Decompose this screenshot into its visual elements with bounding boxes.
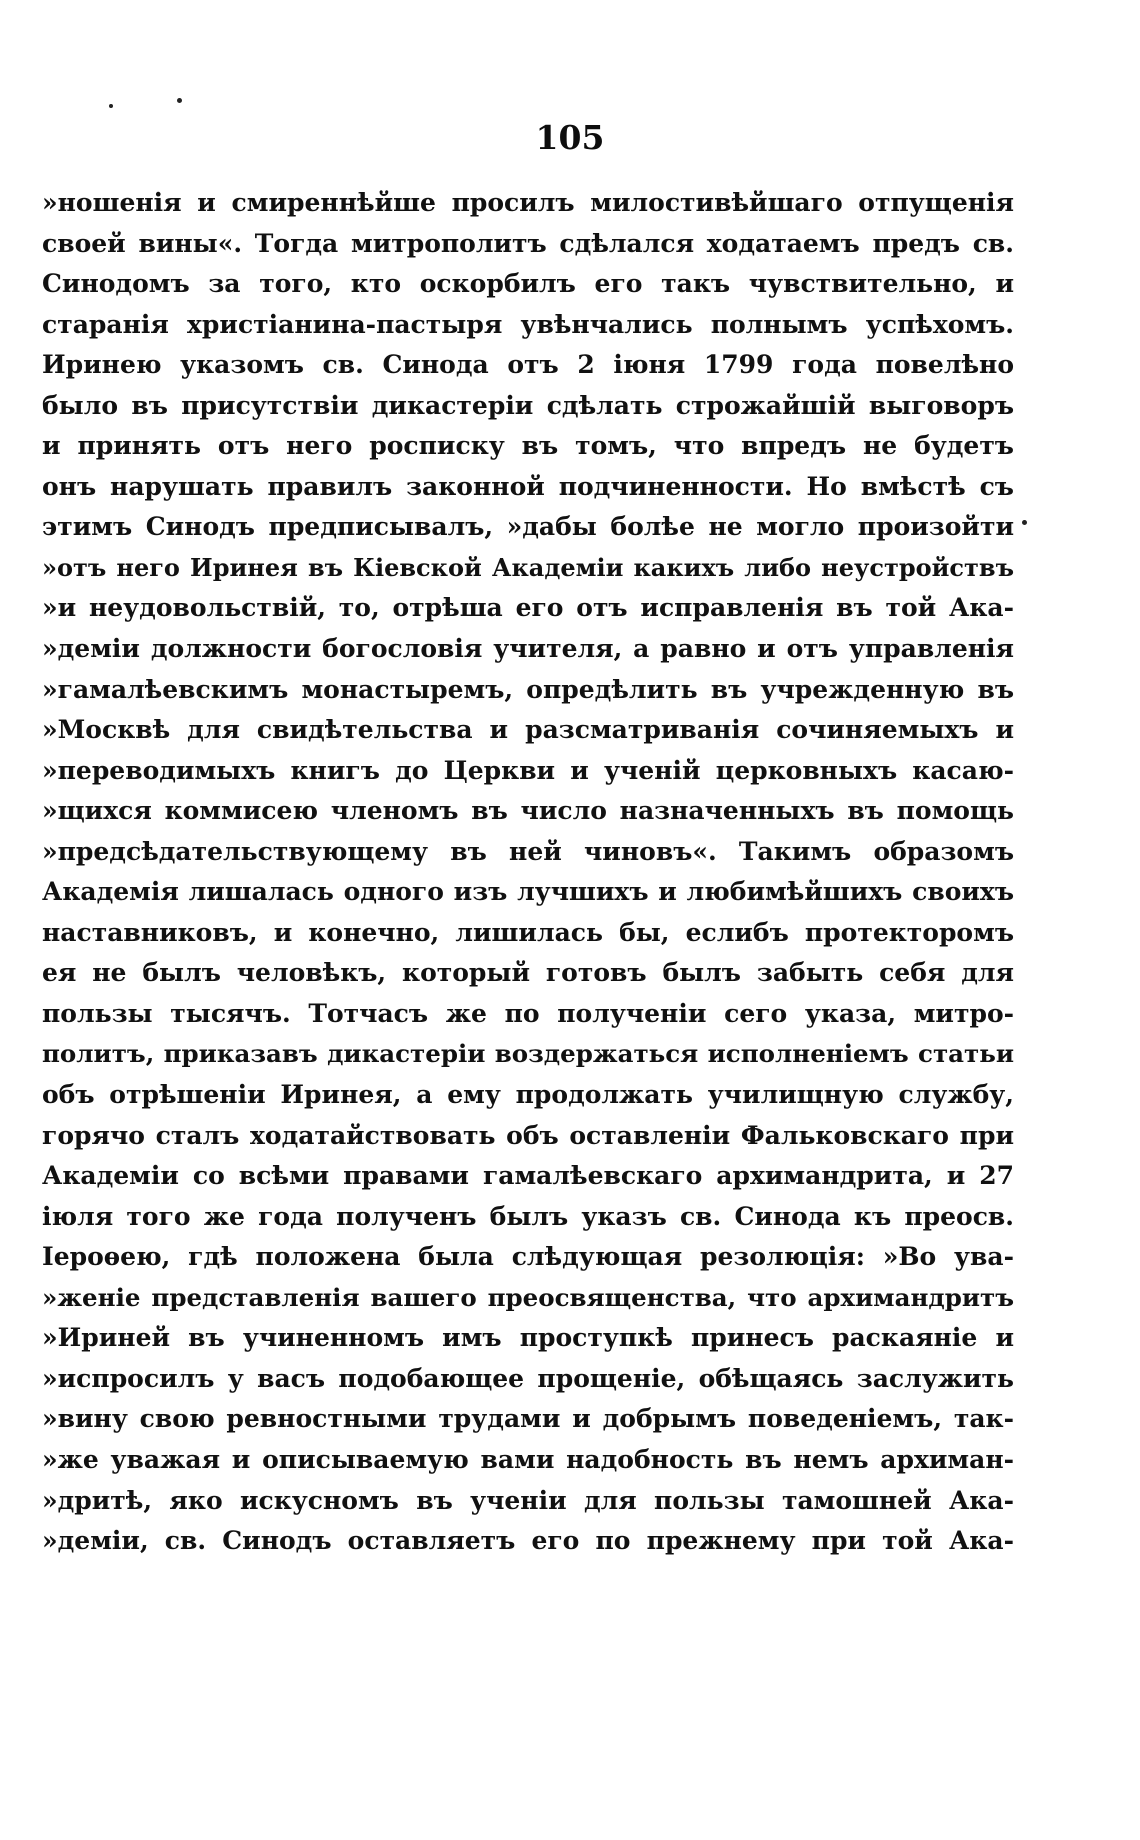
text-line: ея не былъ человѣкъ, который готовъ былъ забыть себя для [42,958,1014,988]
text-line: »переводимыхъ книгъ до Церкви и ученій церковныхъ касаю- [42,755,1014,785]
text-line: »Москвѣ для свидѣтельства и разсматриванія сочиняемыхъ и [42,715,1014,745]
text-line: онъ нарушать правилъ законной подчиненности. Но вмѣстѣ съ [42,471,1014,501]
print-specks [105,96,185,116]
text-line: іюля того же года полученъ былъ указъ св. Синода къ преосв. [42,1201,1014,1231]
text-line: старанія христіанина-пастыря увѣнчались полнымъ успѣхомъ. [42,309,1014,339]
text-line: этимъ Синодъ предписывалъ, »дабы болѣе не могло произойти [42,512,1014,542]
text-line: объ отрѣшеніи Иринея, а ему продолжать училищную службу, [42,1080,1014,1110]
text-line: пользы тысячъ. Тотчасъ же по полученіи сего указа, митро- [42,998,1014,1028]
text-line: »дритѣ, яко искусномъ въ ученіи для пользы тамошней Ака- [42,1485,1014,1515]
text-line: »женіе представленія вашего преосвященства, что архимандритъ [42,1282,1014,1312]
text-line: Іероѳею, гдѣ положена была слѣдующая резолюція: »Во ува- [42,1242,1014,1272]
text-line: политъ, приказавъ дикастеріи воздержаться исполненіемъ статьи [42,1039,1014,1069]
text-line: »ношенія и смиреннѣйше просилъ милостивѣйшаго отпущенія [42,188,1014,217]
text-line: »предсѣдательствующему въ ней чиновъ«. Такимъ образомъ [42,836,1014,866]
text-line: наставниковъ, и конечно, лишилась бы, еслибъ протекторомъ [42,917,1014,947]
text-line: Академія лишалась одного изъ лучшихъ и любимѣйшихъ своихъ [42,877,1014,907]
text-line: »щихся коммисею членомъ въ число назначенныхъ въ помощь [42,796,1014,826]
text-line: и принять отъ него росписку въ томъ, что впредъ не будетъ [42,431,1014,461]
text-line: горячо сталъ ходатайствовать объ оставленіи Фальковскаго при [42,1120,1014,1150]
text-line: своей вины«. Тогда митрополитъ сдѣлался ходатаемъ предъ св. [42,228,1014,258]
text-line: »испросилъ у васъ подобающее прощеніе, обѣщаясь заслужить [42,1363,1014,1393]
text-line: Академіи со всѣми правами гамалѣевскаго архимандрита, и 27 [42,1161,1014,1191]
text-line: Синодомъ за того, кто оскорбилъ его такъ чувствительно, и [42,269,1014,299]
text-line: »деміи должности богословія учителя, а равно и отъ управленія [42,634,1014,664]
text-line: »деміи, св. Синодъ оставляетъ его по прежнему при той Ака- [42,1526,1014,1556]
text-line: »Ириней въ учиненномъ имъ проступкѣ принесъ раскаяніе и [42,1323,1014,1353]
margin-mark [1022,520,1027,525]
text-line: »отъ него Иринея въ Кіевской Академіи какихъ либо неустройствъ [42,552,1014,582]
text-line: »вину свою ревностными трудами и добрымъ поведеніемъ, так- [42,1404,1014,1434]
page-number: 105 [535,118,605,157]
text-line: Иринею указомъ св. Синода отъ 2 іюня 1799 года повелѣно [42,350,1014,380]
body-text [42,183,1014,1562]
text-line: »и неудовольствій, то, отрѣша его отъ исправленія въ той Ака- [42,593,1014,623]
text-line: »гамалѣевскимъ монастыремъ, опредѣлить въ учрежденную въ [42,674,1014,704]
text-line: было въ присутствіи дикастеріи сдѣлать строжайшій выговоръ [42,390,1014,420]
text-line: »же уважая и описываемую вами надобность въ немъ архиман- [42,1444,1014,1474]
